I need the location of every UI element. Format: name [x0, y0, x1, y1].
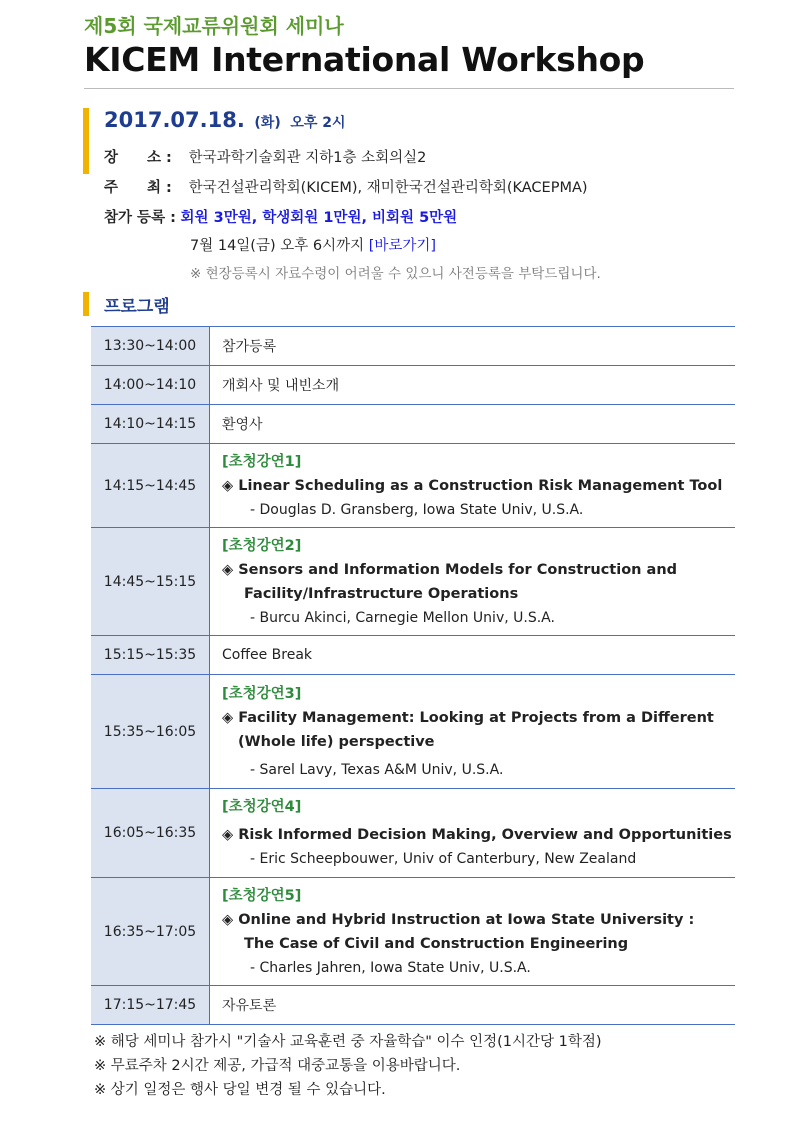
- lecture-speaker: - Sarel Lavy, Texas A&M Univ, U.S.A.: [250, 761, 504, 778]
- lecture-speaker: - Charles Jahren, Iowa State Univ, U.S.A.: [250, 959, 531, 976]
- table-row: [91, 444, 735, 528]
- lecture-title-line2: (Whole life) perspective: [238, 733, 435, 750]
- time-cell: 16:35~17:05: [91, 878, 210, 986]
- seminar-subtitle: 제5회 국제교류위원회 세미나: [84, 14, 344, 38]
- time-cell: 14:00~14:10: [91, 366, 210, 405]
- program-table: [91, 326, 735, 1025]
- host-value: 한국건설관리학회(KICEM), 재미한국건설관리학회(KACEPMA): [188, 180, 588, 196]
- event-weekday: (화): [254, 115, 281, 131]
- table-row: [91, 528, 735, 636]
- event-time: 오후 2시: [290, 115, 346, 131]
- time-cell: 13:30~14:00: [91, 327, 210, 366]
- deadline-row: [190, 234, 436, 255]
- deadline-value: 7월 14일(금) 오후 6시까지: [190, 238, 365, 254]
- lecture-cell: [210, 528, 736, 636]
- venue-row: [104, 146, 426, 167]
- table-row: [91, 636, 735, 675]
- table-row: [91, 986, 735, 1025]
- lecture-title: ◈ Risk Informed Decision Making, Overview and Opportunities: [222, 827, 732, 843]
- lecture-title-line1: ◈ Facility Management: Looking at Projects from a Different: [222, 709, 714, 726]
- footnote-2: ※ 무료주차 2시간 제공, 가급적 대중교통을 이용바랍니다.: [94, 1058, 461, 1074]
- lecture-cell: [210, 444, 736, 528]
- fee-value: 회원 3만원, 학생회원 1만원, 비회원 5만원: [180, 210, 458, 226]
- register-link[interactable]: [바로가기]: [368, 238, 437, 254]
- activity-cell: 자유토론: [210, 986, 736, 1025]
- lecture-label: [초청강연2]: [222, 537, 302, 554]
- event-date-line: [104, 108, 346, 132]
- lecture-label: [초청강연5]: [222, 887, 302, 904]
- lecture-cell: [210, 878, 736, 986]
- activity-cell: 환영사: [210, 405, 736, 444]
- lecture-label: [초청강연3]: [222, 685, 302, 702]
- table-row: [91, 327, 735, 366]
- time-cell: 15:15~15:35: [91, 636, 210, 675]
- fee-label: 참가 등록 :: [104, 210, 176, 226]
- lecture-title-line2: The Case of Civil and Construction Engineering: [244, 935, 629, 952]
- lecture-speaker: - Douglas D. Gransberg, Iowa State Univ, U.S.A.: [250, 501, 584, 518]
- lecture-title: [222, 908, 735, 956]
- info-section-bar: [83, 108, 89, 174]
- program-title: 프로그램: [104, 297, 170, 317]
- onsite-note: ※ 현장등록시 자료수령이 어려울 수 있으니 사전등록을 부탁드립니다.: [190, 266, 601, 282]
- lecture-speaker: - Eric Scheepbouwer, Univ of Canterbury, New Zealand: [250, 851, 637, 867]
- lecture-title-line2: Facility/Infrastructure Operations: [244, 585, 519, 602]
- lecture-speaker: - Burcu Akinci, Carnegie Mellon Univ, U.S.A.: [250, 609, 555, 626]
- time-cell: 14:15~14:45: [91, 444, 210, 528]
- venue-label: 장 소 :: [104, 150, 172, 166]
- time-cell: 16:05~16:35: [91, 789, 210, 878]
- table-row: [91, 405, 735, 444]
- lecture-title: [222, 558, 735, 606]
- table-row: [91, 675, 735, 789]
- time-cell: 14:45~15:15: [91, 528, 210, 636]
- program-section-bar: [83, 292, 89, 316]
- activity-cell: Coffee Break: [210, 636, 736, 675]
- workshop-title: KICEM International Workshop: [84, 40, 645, 79]
- footnote-3: ※ 상기 일정은 행사 당일 변경 될 수 있습니다.: [94, 1082, 386, 1098]
- lecture-title-line1: ◈ Online and Hybrid Instruction at Iowa State University :: [222, 911, 695, 928]
- lecture-title: [222, 706, 735, 754]
- lecture-title-line1: ◈ Sensors and Information Models for Construction and: [222, 561, 678, 578]
- venue-value: 한국과학기술회관 지하1층 소회의실2: [188, 150, 427, 166]
- event-date: 2017.07.18.: [104, 108, 245, 132]
- activity-cell: 개회사 및 내빈소개: [210, 366, 736, 405]
- activity-cell: 참가등록: [210, 327, 736, 366]
- lecture-title: ◈ Linear Scheduling as a Construction Risk Management Tool: [222, 477, 723, 494]
- table-row: [91, 789, 735, 878]
- time-cell: 17:15~17:45: [91, 986, 210, 1025]
- table-row: [91, 366, 735, 405]
- time-cell: 15:35~16:05: [91, 675, 210, 789]
- lecture-label: [초청강연1]: [222, 453, 302, 470]
- lecture-label: [초청강연4]: [222, 799, 302, 815]
- footnote-1: ※ 해당 세미나 참가시 "기술사 교육훈련 중 자율학습" 이수 인정(1시간당 1학점): [94, 1034, 602, 1050]
- title-divider: [84, 88, 734, 89]
- host-label: 주 최 :: [104, 180, 172, 196]
- host-row: [104, 176, 588, 197]
- lecture-cell: [210, 675, 736, 789]
- table-row: [91, 878, 735, 986]
- fee-row: [104, 206, 457, 227]
- time-cell: 14:10~14:15: [91, 405, 210, 444]
- lecture-cell: [210, 789, 736, 878]
